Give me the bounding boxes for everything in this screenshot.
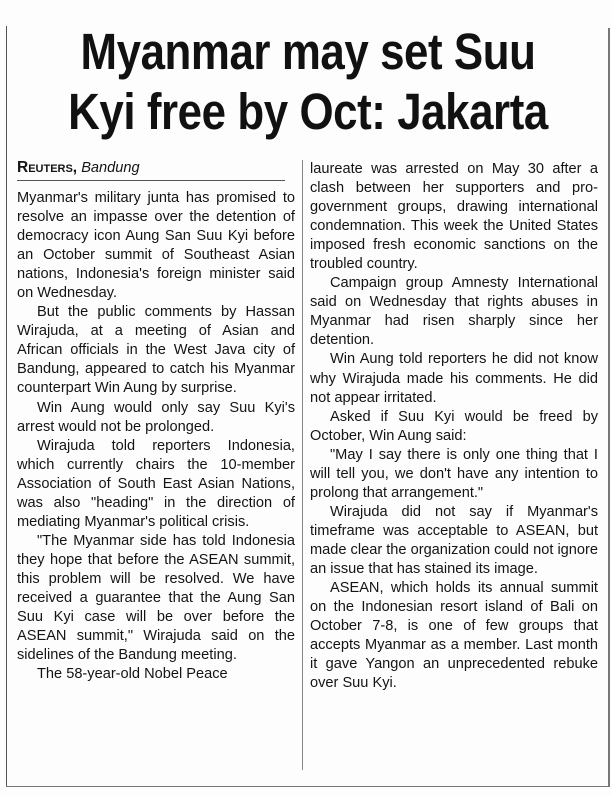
paragraph: Campaign group Amnesty International said on Wednesday that rights abuses in Myanmar had risen sharply since her detention. (310, 275, 598, 349)
paragraph: Win Aung would only say Suu Kyi's arrest would not be prolonged. (17, 399, 295, 435)
paragraph: Asked if Suu Kyi would be freed by October, Win Aung said: (310, 408, 598, 444)
paragraph: The 58-year-old Nobel Peace (37, 666, 228, 683)
paragraph: "May I say there is only one thing that I will tell you, we don't have any intention to prolong that arrangement." (310, 446, 598, 501)
article-column-left (17, 158, 295, 684)
paragraph: ASEAN, which holds its annual summit on the Indonesian resort island of Bali on October 7-8, is one of few groups that accepts Myanmar as a member. Last month it gave Yangon an unprecedented rebuke over Suu Kyi. (310, 580, 598, 692)
byline-agency: Reuters, (17, 159, 78, 176)
paragraph: Wirajuda told reporters Indonesia, which currently chairs the 10-member Association of South East Asian Nations, was also "heading" in the direction of mediating Myanmar's political crisis. (17, 437, 295, 530)
column-divider (302, 160, 303, 770)
paragraph: "The Myanmar side has told Indonesia they hope that before the ASEAN summit, this problem will be resolved. We have received a guarantee that the Aung San Suu Kyi case will be over before the ASEAN summit," Wirajuda said on the sidelines of the Bandung meeting. (17, 532, 295, 664)
paragraph: But the public comments by Hassan Wirajuda, at a meeting of Asian and African officials in the West Java city of Bandung, appeared to catch his Myanmar counterpart Win Aung by surprise. (17, 304, 295, 397)
byline (17, 158, 295, 178)
headline: Myanmar may set Suu Kyi free by Oct: Jakarta (68, 23, 548, 140)
paragraph: Myanmar's military junta has promised to resolve an impasse over the detention of democracy icon Aung San Suu Kyi before an October summit of Southeast Asian nations, Indonesia's foreign minister said on Wednesday. (17, 190, 295, 302)
right-border-rule (608, 28, 610, 786)
paragraph: laureate was arrested on May 30 after a clash between her supporters and pro-government groups, drawing international condemnation. This week the United States imposed fresh economic sanctions on the troubled country. (310, 161, 598, 273)
article-column-right (310, 160, 598, 693)
paragraph: Win Aung told reporters he did not know why Wirajuda made his comments. He did not appear irritated. (310, 351, 598, 406)
left-border-rule (6, 26, 7, 786)
bottom-border-rule (6, 786, 610, 787)
byline-place: Bandung (81, 160, 140, 176)
paragraph: Wirajuda did not say if Myanmar's timeframe was acceptable to ASEAN, but made clear the organization could not ignore an issue that has stained its image. (310, 503, 599, 577)
